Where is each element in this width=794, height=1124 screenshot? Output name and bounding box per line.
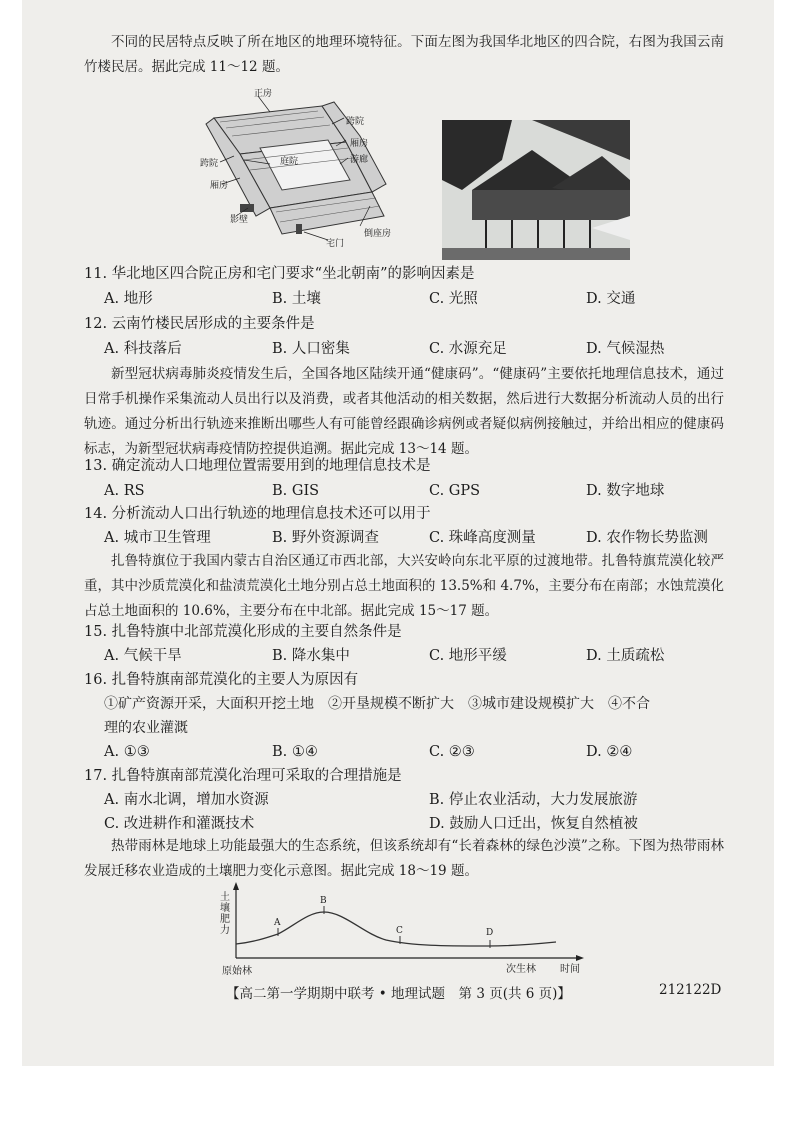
option-16-b[interactable]: B. ①④ (272, 744, 318, 760)
point-c-label: C (396, 926, 403, 936)
question-11: 11. 华北地区四合院正房和宅门要求“坐北朝南”的影响因素是 (84, 266, 475, 282)
label-kuayuan-left: 跨院 (200, 159, 219, 169)
intro-18-19: 热带雨林是地球上功能最强大的生态系统，但该系统却有“长着森林的绿色沙漠”之称。下图为热带雨林发展迁移农业造成的土壤肥力变化示意图。据此完成 18～19 题。 (84, 838, 724, 879)
label-xiangfang-left: 厢房 (210, 181, 229, 191)
label-daozuofang: 倒座房 (364, 229, 392, 239)
label-yingbi: 影壁 (230, 215, 249, 225)
bamboo-house-photo (442, 120, 630, 260)
courtyard-diagram (200, 84, 428, 250)
question-13: 13. 确定流动人口地理位置需要用到的地理信息技术是 (84, 458, 431, 474)
question-14-options (104, 527, 724, 549)
option-11-a[interactable]: A. 地形 (104, 291, 153, 307)
option-13-b[interactable]: B. GIS (272, 483, 320, 499)
option-11-c[interactable]: C. 光照 (429, 291, 478, 307)
bamboo-house-scene (442, 120, 630, 260)
option-16-c[interactable]: C. ②③ (429, 744, 475, 760)
point-a-label: A (274, 918, 281, 928)
option-11-b[interactable]: B. 土壤 (272, 291, 321, 307)
option-12-b[interactable]: B. 人口密集 (272, 341, 350, 357)
label-zhengfang: 正房 (254, 89, 273, 99)
x-axis-label: 时间 (560, 964, 580, 975)
question-16-items: ①矿产资源开采，大面积开挖土地 ②开垦规模不断扩大 ③城市建设规模扩大 ④不合 (104, 696, 650, 712)
label-zhaimen: 宅门 (326, 239, 345, 249)
question-16-items-cont: 理的农业灌溉 (104, 720, 188, 736)
question-12: 12. 云南竹楼民居形成的主要条件是 (84, 316, 315, 332)
option-16-a[interactable]: A. ①③ (104, 744, 150, 760)
soil-fertility-chart (214, 882, 594, 977)
option-13-c[interactable]: C. GPS (429, 483, 481, 499)
intro-11-12: 不同的民居特点反映了所在地区的地理环境特征。下面左图为我国华北地区的四合院，右图为我国云南竹楼民居。据此完成 11～12 题。 (84, 34, 724, 75)
chart-svg (214, 882, 594, 974)
option-14-a[interactable]: A. 城市卫生管理 (104, 530, 211, 546)
option-15-c[interactable]: C. 地形平缓 (429, 648, 507, 664)
intro-13-14: 新型冠状病毒肺炎疫情发生后，全国各地区陆续开通“健康码”。“健康码”主要依托地理信息技术，通过日常手机操作采集流动人员出行以及消费，或者其他活动的相关数据，然后进行大数据分析流动人员的出行轨迹。通过分析出行轨迹来推断出哪些人有可能曾经跟确诊病例或者疑似病例接触过，并给出相应的健康码标志，为新型冠状病毒疫情防控提供追溯。据此完成 13～14 题。 (84, 366, 724, 457)
question-16-options (104, 741, 724, 763)
label-xiangfang-right: 厢房 (350, 139, 369, 149)
point-b-label: B (320, 896, 327, 906)
option-17-c[interactable]: C. 改进耕作和灌溉技术 (104, 816, 255, 832)
question-15: 15. 扎鲁特旗中北部荒漠化形成的主要自然条件是 (84, 624, 402, 640)
option-13-a[interactable]: A. RS (104, 483, 145, 499)
question-11-options (104, 288, 724, 310)
intro-15-17: 扎鲁特旗位于我国内蒙古自治区通辽市西北部，大兴安岭向东北平原的过渡地带。扎鲁特旗荒漠化较严重，其中沙质荒漠化和盐渍荒漠化土地分别占总土地面积的 13.5%和 4.7%，主要分布在南部；水蚀荒漠化占总土地面积的 10.6%，主要分布在中北部。据此完成 15～17 题。 (84, 553, 724, 619)
option-17-b[interactable]: B. 停止农业活动，大力发展旅游 (429, 792, 638, 808)
question-16: 16. 扎鲁特旗南部荒漠化的主要人为原因有 (84, 672, 359, 688)
x-start-label: 原始林 (222, 966, 252, 977)
label-kuayuan-right: 跨院 (346, 117, 365, 127)
option-14-d[interactable]: D. 农作物长势监测 (586, 530, 708, 546)
footer-title: 【高二第一学期期中联考 • 地理试题 第 3 页(共 6 页)】 (226, 986, 571, 1002)
question-17-options-row1 (104, 789, 724, 811)
courtyard-drawing (200, 84, 428, 250)
chart-ylabel: 土壤肥力 (220, 892, 230, 936)
label-tingyuan: 庭院 (280, 157, 299, 167)
option-15-d[interactable]: D. 土质疏松 (586, 648, 665, 664)
option-15-a[interactable]: A. 气候干旱 (104, 648, 182, 664)
option-12-a[interactable]: A. 科技落后 (104, 341, 182, 357)
option-13-d[interactable]: D. 数字地球 (586, 483, 665, 499)
option-12-c[interactable]: C. 水源充足 (429, 341, 507, 357)
y-axis-arrow (233, 882, 239, 890)
label-youlang: 游廊 (350, 155, 369, 165)
option-16-d[interactable]: D. ②④ (586, 744, 633, 760)
option-12-d[interactable]: D. 气候湿热 (586, 341, 665, 357)
option-14-b[interactable]: B. 野外资源调查 (272, 530, 379, 546)
point-d-label: D (486, 928, 494, 938)
option-11-d[interactable]: D. 交通 (586, 291, 636, 307)
option-17-a[interactable]: A. 南水北调，增加水资源 (104, 792, 269, 808)
option-17-d[interactable]: D. 鼓励人口迁出，恢复自然植被 (429, 816, 638, 832)
question-13-options (104, 480, 724, 502)
x-end-label: 次生林 (506, 964, 536, 975)
question-15-options (104, 645, 724, 667)
footer-code: 212122D (659, 982, 722, 998)
option-15-b[interactable]: B. 降水集中 (272, 648, 350, 664)
question-12-options (104, 338, 724, 360)
option-14-c[interactable]: C. 珠峰高度测量 (429, 530, 536, 546)
question-17: 17. 扎鲁特旗南部荒漠化治理可采取的合理措施是 (84, 768, 402, 784)
question-17-options-row2 (104, 813, 724, 835)
question-14: 14. 分析流动人口出行轨迹的地理信息技术还可以用于 (84, 506, 431, 522)
